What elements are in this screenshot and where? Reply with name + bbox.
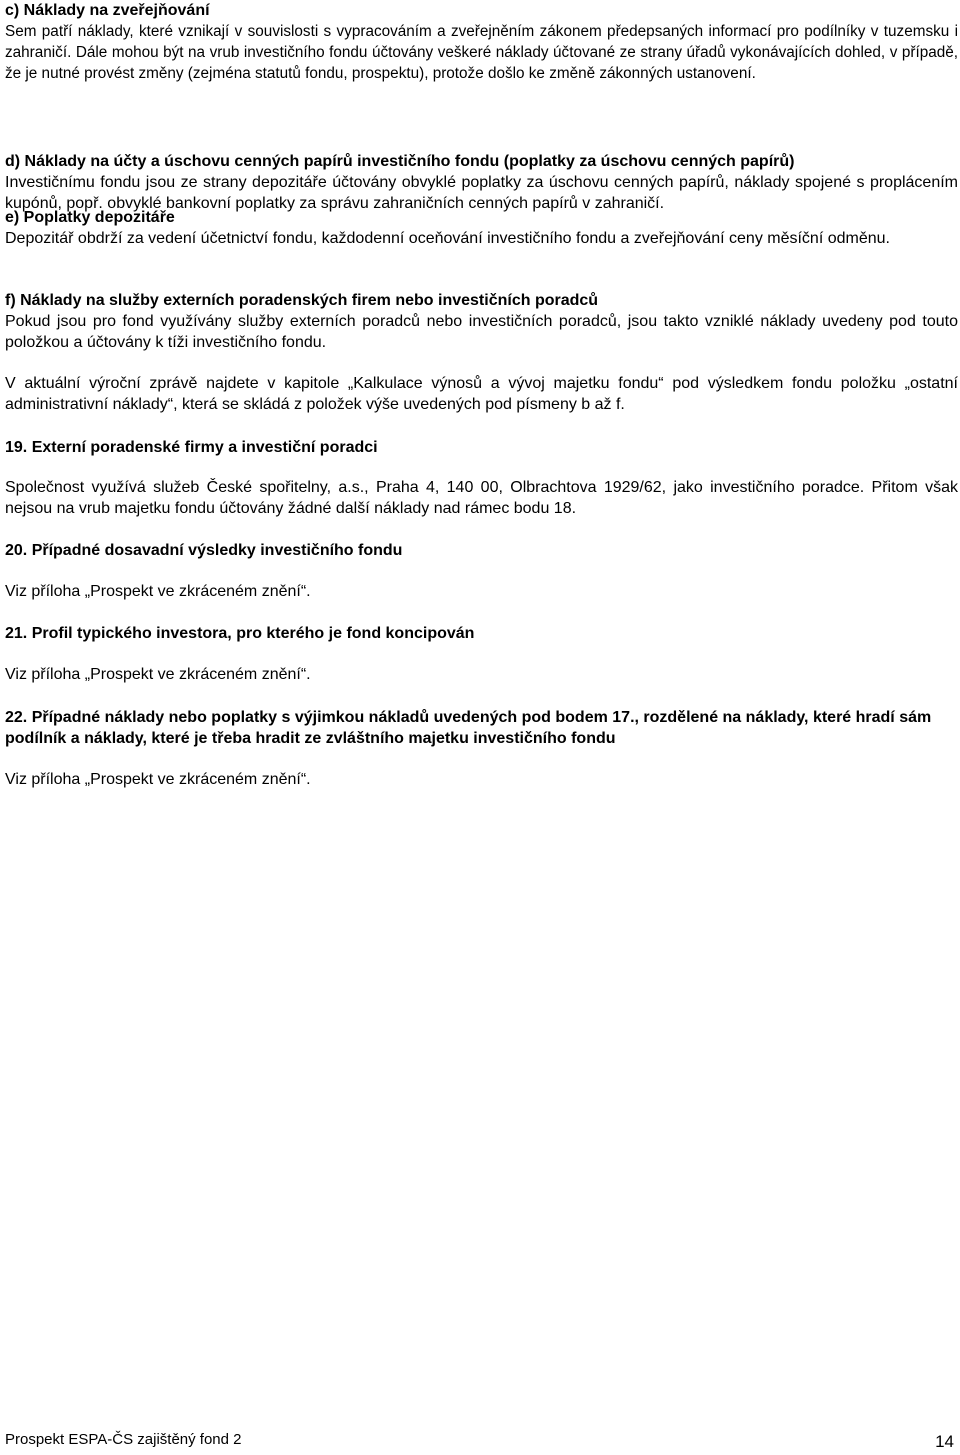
section-19-text: Společnost využívá služeb České spořitelny, a.s., Praha 4, 140 00, Olbrachtova 1929/62, jako investičního poradce. Přitom však nejsou na vrub majetku fondu účtovány žádné další náklady nad rámec bodu 18.	[5, 479, 958, 517]
section-21-text: Viz příloha „Prospekt ve zkráceném znění“.	[5, 666, 311, 683]
section-20-body	[5, 581, 958, 602]
section-f-heading: f) Náklady na služby externích poradenských firem nebo investičních poradců	[5, 292, 599, 309]
section-c	[5, 0, 958, 84]
section-22-heading-block	[5, 707, 958, 749]
section-20-heading: 20. Případné dosavadní výsledky investičního fondu	[5, 542, 403, 559]
annual-report-text: V aktuální výroční zprávě najdete v kapitole „Kalkulace výnosů a vývoj majetku fondu“ pod výsledkem fondu položku „ostatní administrativní náklady“, která se skládá z položek výše uvedených pod písmeny b až f.	[5, 375, 958, 413]
section-20-text: Viz příloha „Prospekt ve zkráceném znění“.	[5, 583, 311, 600]
section-22-body	[5, 769, 958, 790]
section-20-heading-block	[5, 540, 958, 561]
section-d-text: Investičnímu fondu jsou ze strany depozitáře účtovány obvyklé poplatky za úschovu cenných papírů, náklady spojené s proplácením kupónů, popř. obvyklé bankovní poplatky za správu zahraničních cenných papírů v zahraničí.	[5, 174, 958, 212]
annual-report-note	[5, 373, 958, 415]
section-e	[5, 207, 958, 249]
section-21-body	[5, 664, 958, 685]
section-19-heading-block	[5, 437, 958, 458]
section-22-text: Viz příloha „Prospekt ve zkráceném znění“.	[5, 771, 311, 788]
footer-document-name: Prospekt ESPA-ČS zajištěný fond 2	[5, 1431, 242, 1448]
section-c-heading: c) Náklady na zveřejňování	[5, 2, 210, 19]
section-19-heading: 19. Externí poradenské firmy a investiční poradci	[5, 439, 378, 456]
section-f-text: Pokud jsou pro fond využívány služby externích poradců nebo investičních poradců, jsou takto vzniklé náklady uvedeny pod touto položkou a účtovány k tíži investičního fondu.	[5, 313, 958, 351]
section-22-heading: 22. Případné náklady nebo poplatky s výjimkou nákladů uvedených pod bodem 17., rozdělené na náklady, které hradí sám podílník a náklady, které je třeba hradit ze zvláštního majetku investičního fondu	[5, 709, 932, 747]
section-e-text: Depozitář obdrží za vedení účetnictví fondu, každodenní oceňování investičního fondu a zveřejňování ceny měsíční odměnu.	[5, 230, 890, 247]
section-21-heading: 21. Profil typického investora, pro kterého je fond koncipován	[5, 625, 475, 642]
section-d-heading: d) Náklady na účty a úschovu cenných papírů investičního fondu (poplatky za úschovu cenných papírů)	[5, 153, 795, 170]
section-c-text: Sem patří náklady, které vznikají v souvislosti s vypracováním a zveřejněním zákonem předepsaných informací pro podílníky v tuzemsku i zahraničí. Dále mohou být na vrub investičního fondu účtovány veškeré náklady účtované ze strany úřadů vykonávajících dohled, v případě, že je nutné provést změny (zejména statutů fondu, prospektu), protože došlo ke změně zákonných ustanovení.	[5, 23, 958, 82]
footer-page-number: 14	[935, 1432, 954, 1451]
section-d	[5, 151, 958, 214]
section-19-body	[5, 477, 958, 519]
section-21-heading-block	[5, 623, 958, 644]
section-f	[5, 290, 958, 353]
section-e-heading: e) Poplatky depozitáře	[5, 209, 175, 226]
